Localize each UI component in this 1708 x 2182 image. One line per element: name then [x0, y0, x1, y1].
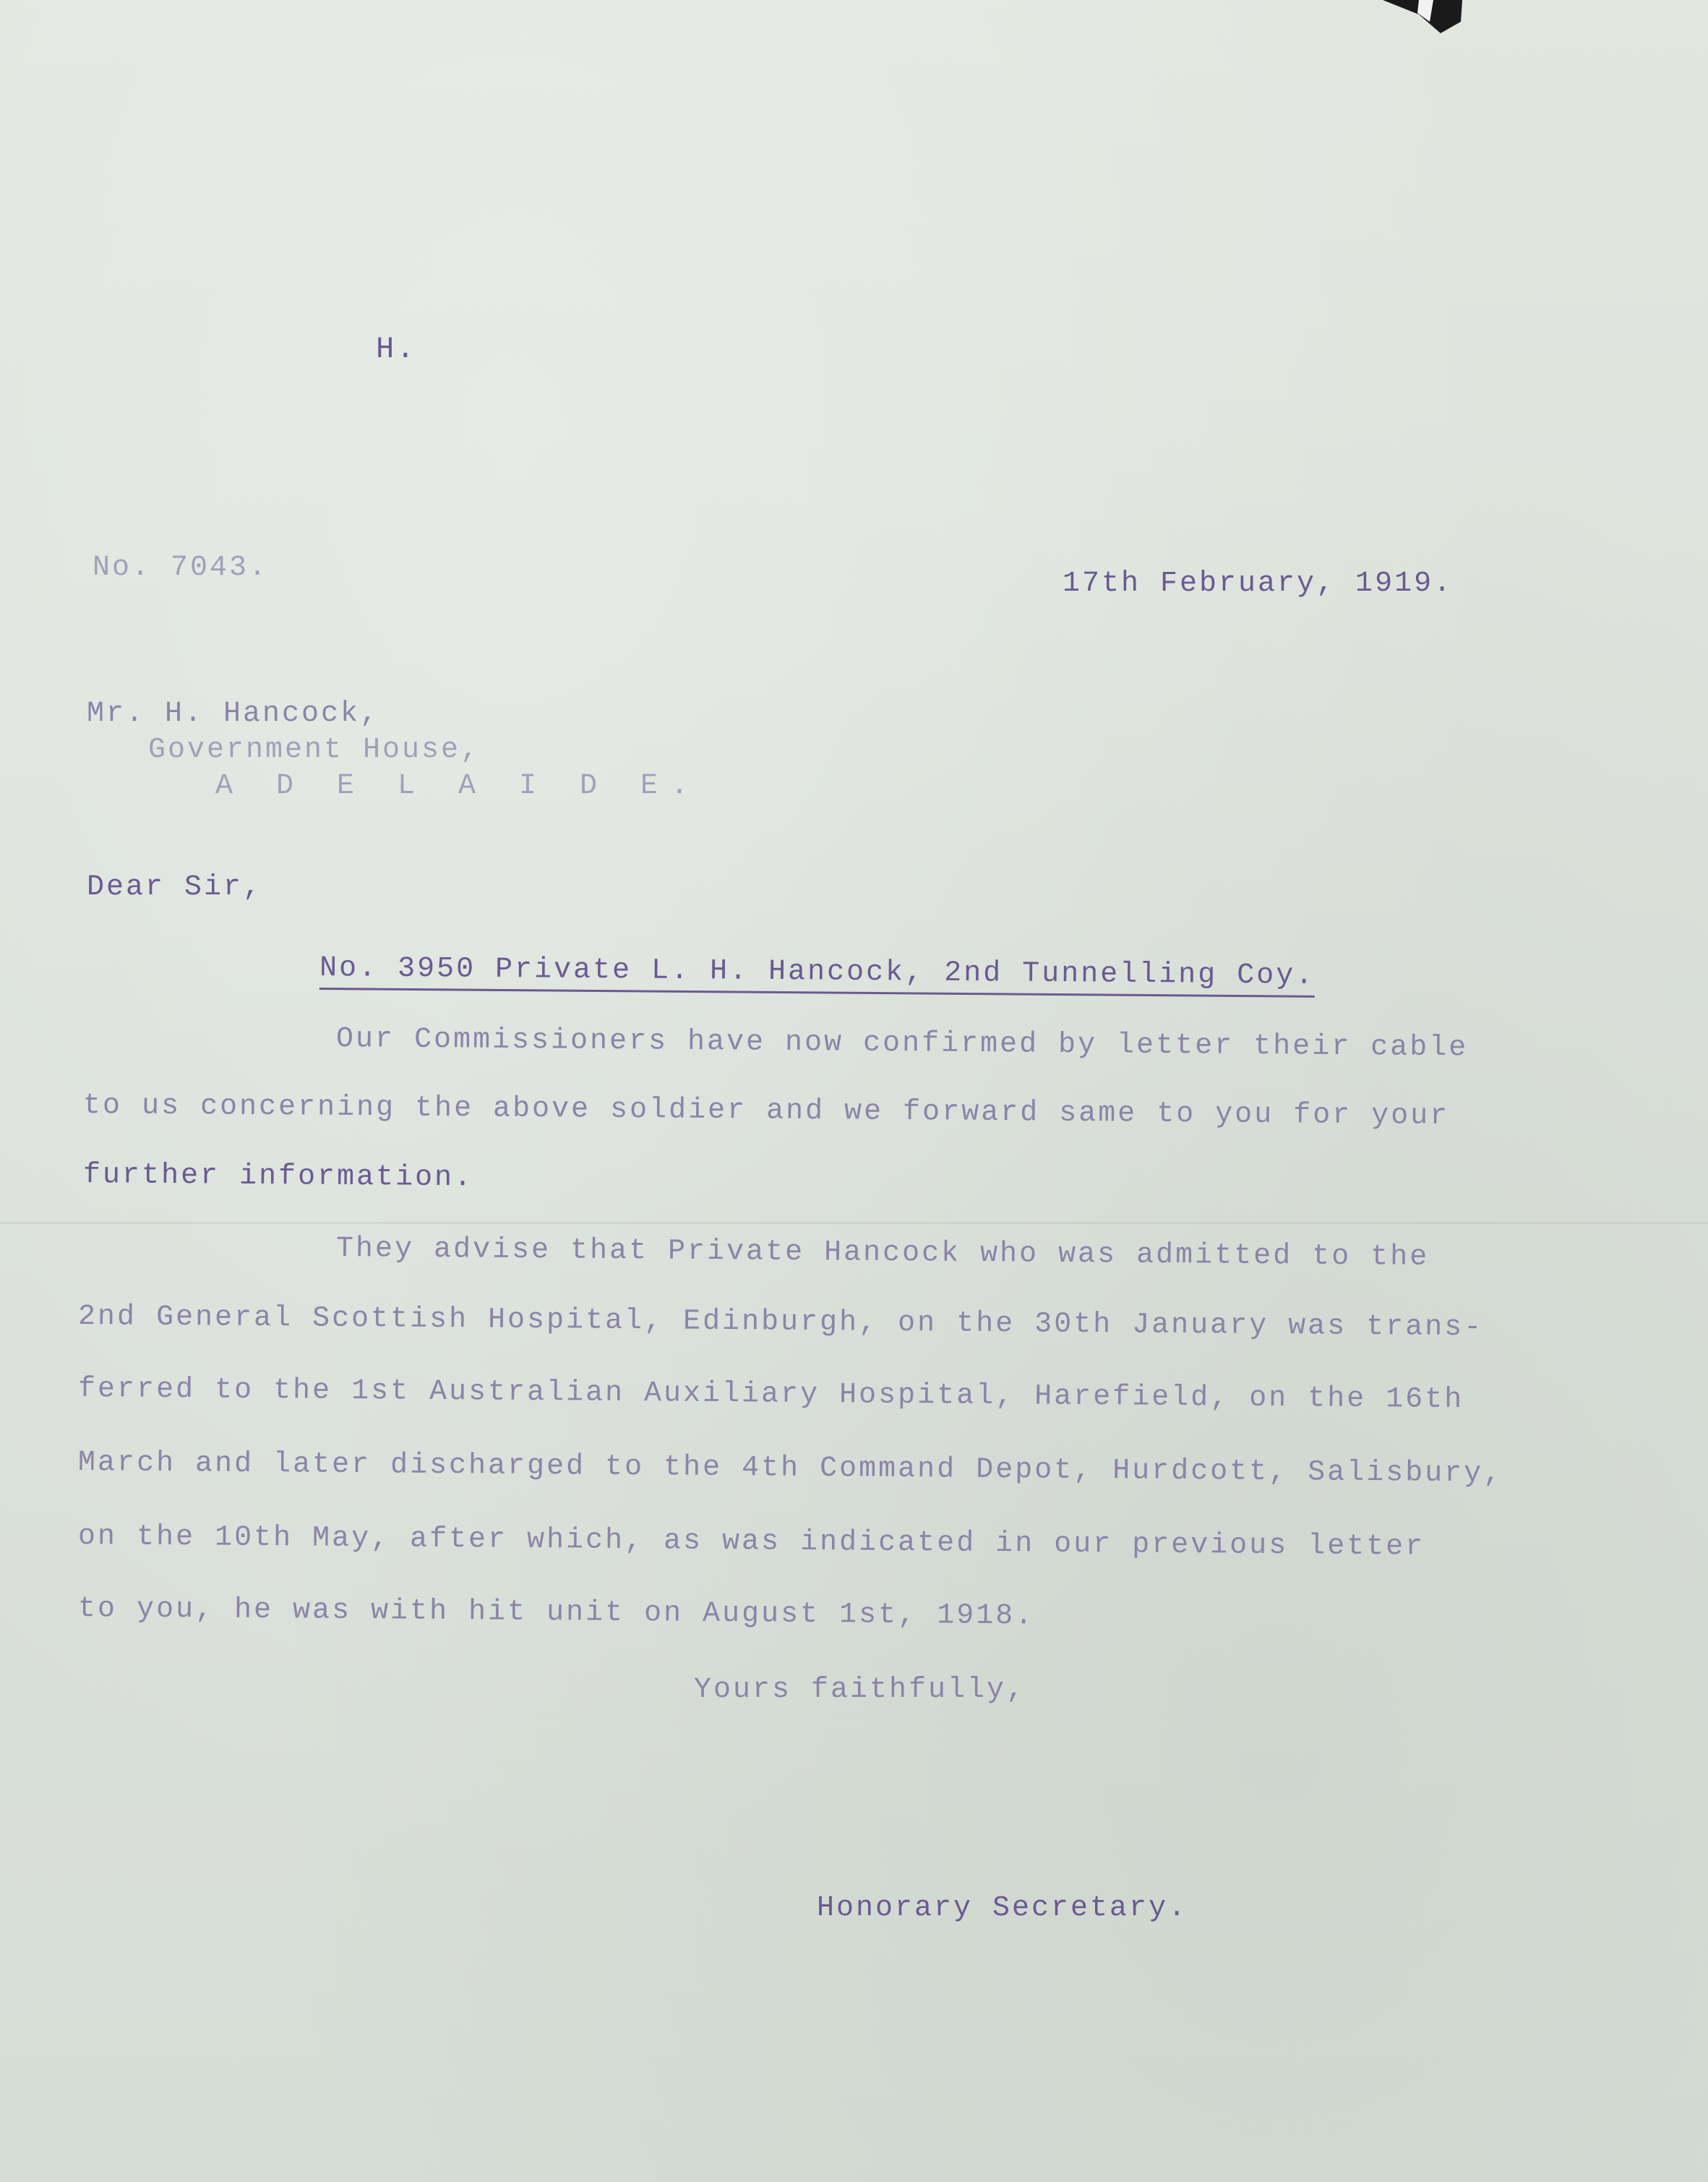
paper-fold-line	[0, 1222, 1708, 1224]
torn-corner-mark	[1376, 0, 1462, 36]
paragraph-1-line-3: further information.	[82, 1159, 474, 1195]
letter-date: 17th February, 1919.	[1063, 568, 1454, 600]
paragraph-2-line-5: on the 10th May, after which, as was indicated in our previous letter	[77, 1520, 1425, 1564]
paragraph-1-line-1: Our Commissioners have now confirmed by letter their cable	[335, 1023, 1469, 1065]
address-line-city: A D E L A I D E.	[215, 770, 702, 803]
paragraph-2-line-2: 2nd General Scottish Hospital, Edinburgh, on the 30th January was trans-	[77, 1301, 1484, 1345]
file-initial: H.	[376, 332, 417, 367]
subject-line: No. 3950 Private L. H. Hancock, 2nd Tunnelling Coy.	[319, 954, 1316, 998]
salutation: Dear Sir,	[87, 871, 263, 904]
paragraph-2-line-1: They advise that Private Hancock who was admitted to the	[335, 1233, 1430, 1274]
signature-title: Honorary Secretary.	[817, 1892, 1188, 1925]
paragraph-2-line-3: ferred to the 1st Australian Auxiliary Hospital, Harefield, on the 16th	[77, 1373, 1464, 1417]
reference-number: No. 7043.	[93, 552, 269, 584]
paragraph-2-line-4: March and later discharged to the 4th Command Depot, Hurdcott, Salisbury,	[77, 1447, 1503, 1491]
address-line-name: Mr. H. Hancock,	[87, 698, 380, 730]
paragraph-1-line-2: to us concerning the above soldier and we forward same to you for your	[82, 1090, 1450, 1133]
closing: Yours faithfully,	[694, 1674, 1026, 1706]
paragraph-2-line-6: to you, he was with hit unit on August 1st, 1918.	[77, 1593, 1035, 1633]
address-line-house: Government House,	[148, 734, 481, 766]
